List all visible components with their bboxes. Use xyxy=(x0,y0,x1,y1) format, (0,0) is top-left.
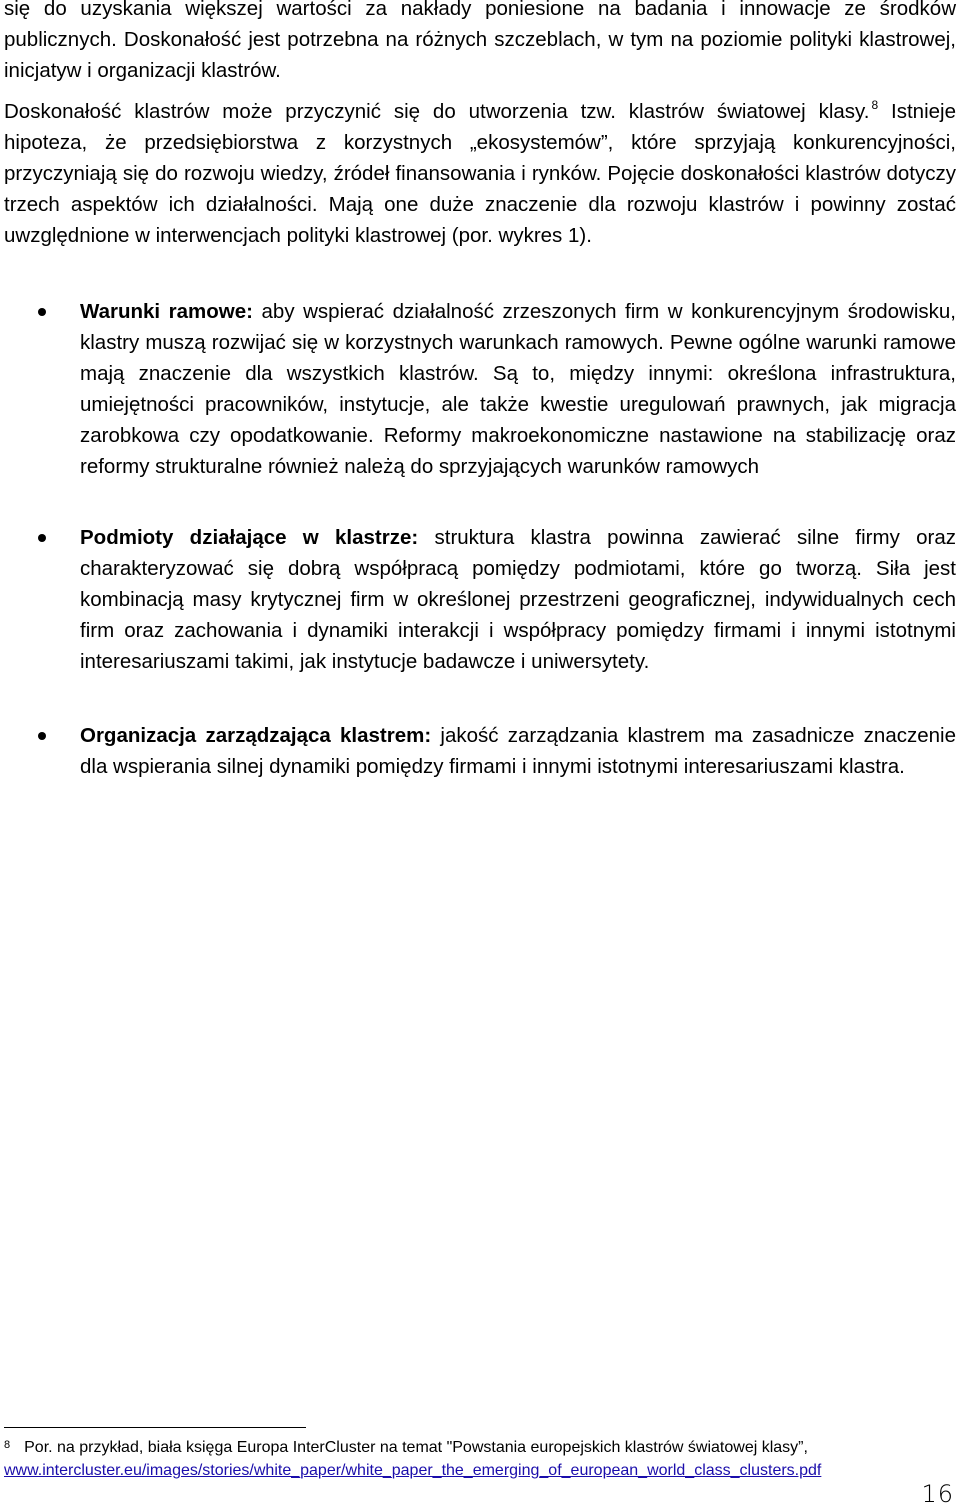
bullet-icon xyxy=(38,534,46,542)
footnote-link[interactable]: www.intercluster.eu/images/stories/white_paper/white_paper_the_emerging_of_european_world_class_clusters.pdf xyxy=(4,1462,822,1479)
footnote xyxy=(4,1437,956,1481)
footnote-number: 8 xyxy=(4,1439,11,1451)
footnote-reference[interactable]: 8 xyxy=(871,98,879,112)
list-item-text xyxy=(80,720,956,782)
intro-paragraph-2 xyxy=(4,96,956,251)
list-item-title: Podmioty działające w klastrze: xyxy=(80,526,419,549)
bullet-icon xyxy=(38,732,46,740)
list-item-body: jakość zarządzania klastrem ma zasadnicze znaczenie dla wspierania silnej dynamiki pomiędzy firmami i innymi istotnymi interesariuszami klastra. xyxy=(80,724,956,778)
intro-paragraph-2-body: Istnieje hipoteza, że przedsiębiorstwa z korzystnych „ekosystemów”, które sprzyjają konkurencyjności, przyczyniają się do rozwoju wiedzy, źródeł finansowania i rynków. Pojęcie doskonałości klastrów dotyczy trzech aspektów ich działalności. Mają one duże znaczenie dla rozwoju klastrów i powinny zostać uwzględnione w interwencjach polityki klastrowej (por. wykres 1). xyxy=(4,100,956,247)
list-item-title: Organizacja zarządzająca klastrem: xyxy=(80,724,432,747)
list-item-text xyxy=(80,296,956,482)
list-item-body: aby wspierać działalność zrzeszonych firm w konkurencyjnym środowisku, klastry muszą rozwijać się w korzystnych warunkach ramowych. Pewne ogólne warunki ramowe mają znaczenie dla wszystkich klastrów. Są to, między innymi: określona infrastruktura, umiejętności pracowników, instytucje, ale także kwestie uregulowań prawnych, jak migracja zarobkowa czy opodatkowanie. Reformy makroekonomiczne nastawione na stabilizację oraz reformy strukturalne również należą do sprzyjających warunków ramowych xyxy=(80,300,956,478)
list-item-text xyxy=(80,522,956,677)
footnote-divider xyxy=(4,1427,306,1428)
page-number: 16 xyxy=(921,1480,954,1508)
intro-paragraph-1-text: się do uzyskania większej wartości za nakłady poniesione na badania i innowacje ze środków publicznych. Doskonałość jest potrzebna na różnych szczeblach, w tym na poziomie polityki klastrowej, inicjatyw i organizacji klastrów. xyxy=(4,0,956,82)
footnote-text: Por. na przykład, biała księga Europa InterCluster na temat "Powstania europejskich klastrów światowej klasy”, xyxy=(24,1439,808,1456)
bullet-icon xyxy=(38,308,46,316)
intro-paragraph-1 xyxy=(4,0,956,86)
list-item-title: Warunki ramowe: xyxy=(80,300,253,323)
list-item-body: struktura klastra powinna zawierać silne firmy oraz charakteryzować się dobrą współpracą pomiędzy podmiotami, które go tworzą. Siła jest kombinacją masy krytycznej firm w określonej przestrzeni geograficznej, indywidualnych cech firm oraz zachowania i dynamiki interakcji i współpracy pomiędzy firmami i innymi istotnymi interesariuszami takimi, jak instytucje badawcze i uniwersytety. xyxy=(80,526,956,673)
intro-paragraph-2-lead: Doskonałość klastrów może przyczynić się do utworzenia tzw. klastrów światowej klasy. xyxy=(4,100,870,123)
